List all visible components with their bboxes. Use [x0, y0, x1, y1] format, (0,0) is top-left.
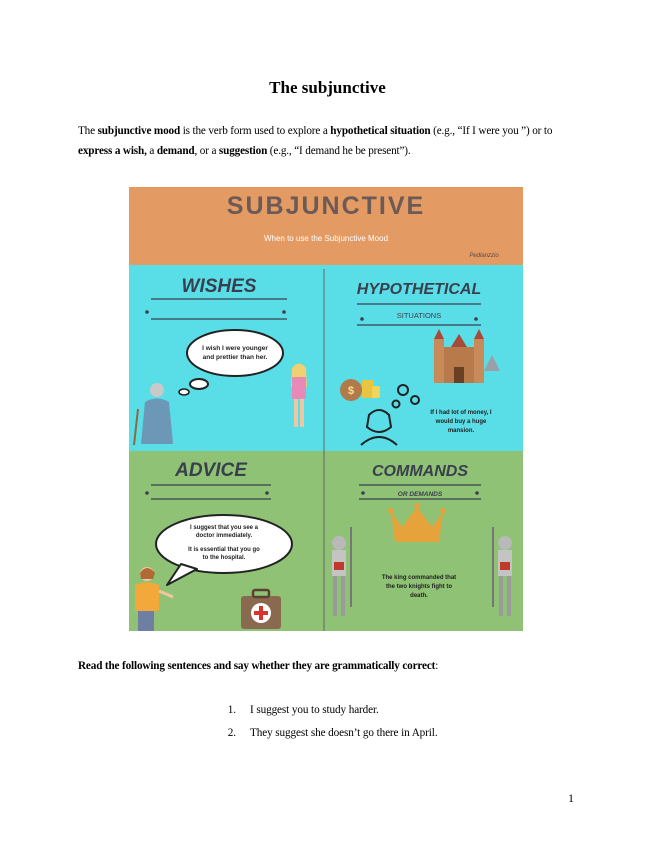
- advice-bubble-line2: doctor immediately.: [195, 533, 253, 539]
- dot: [282, 310, 286, 314]
- advice-bubble: [156, 515, 292, 573]
- dot: [145, 310, 149, 314]
- hypothetical-text-line2: would buy a huge: [435, 419, 487, 425]
- svg-text:$: $: [347, 385, 355, 397]
- dot: [361, 491, 365, 495]
- advice-bubble-line3: It is essential that you go: [188, 547, 260, 553]
- dot: [474, 317, 478, 321]
- hypothetical-text-line1: If I had lot of money, I: [430, 410, 492, 416]
- wishes-bubble-line2: and prettier than her.: [202, 354, 268, 361]
- list-item-text: They suggest she doesn’t go there in April.: [250, 727, 438, 739]
- advice-bubble-line1: I suggest that you see a: [189, 525, 259, 531]
- thought-dot: [190, 379, 208, 389]
- commands-title: COMMANDS: [372, 463, 468, 480]
- subjunctive-infographic: [129, 187, 523, 631]
- infographic-svg: [129, 187, 523, 631]
- wishes-bubble-line1: I wish I were younger: [202, 345, 268, 352]
- advice-title: ADVICE: [175, 460, 247, 481]
- list-item-number: 1.: [227, 704, 236, 716]
- exercise-instructions: Read the following sentences and say whether they are grammatically correct:: [78, 660, 439, 672]
- infographic-heading: SUBJUNCTIVE: [226, 192, 426, 220]
- dot: [475, 491, 479, 495]
- signature: Pedlanzzio: [469, 253, 499, 259]
- commands-subtitle: OR DEMANDS: [397, 491, 443, 498]
- commands-text-line1: The king commanded that: [381, 575, 457, 581]
- commands-text-line2: the two knights fight to: [386, 584, 452, 590]
- list-item-text: I suggest you to study harder.: [250, 704, 379, 716]
- infographic-subheading: When to use the Subjunctive Mood: [263, 234, 389, 243]
- wishes-bubble: [187, 330, 283, 376]
- list-item: [220, 704, 438, 727]
- dot: [360, 317, 364, 321]
- dot: [145, 491, 149, 495]
- page-number: 1: [568, 791, 574, 805]
- dot: [265, 491, 269, 495]
- wishes-title: WISHES: [181, 276, 257, 297]
- list-item-number: 2.: [227, 727, 236, 739]
- hypothetical-title: HYPOTHETICAL: [356, 281, 482, 298]
- hypothetical-subtitle: SITUATIONS: [396, 311, 442, 320]
- commands-text-line3: death.: [410, 593, 428, 599]
- exercise-list: [220, 704, 438, 750]
- intro-paragraph: The subjunctive mood is the verb form used to explore a hypothetical situation (e.g., “If I were you ”) or to express a wish, a demand, or a suggestion (e.g., “I demand he be present”).: [78, 125, 553, 157]
- hypothetical-text-line3: mansion.: [447, 428, 475, 434]
- page-title: The subjunctive: [269, 78, 386, 97]
- thought-dot: [179, 389, 189, 395]
- advice-bubble-line4: to the hospital.: [202, 555, 246, 561]
- list-item: [220, 727, 438, 750]
